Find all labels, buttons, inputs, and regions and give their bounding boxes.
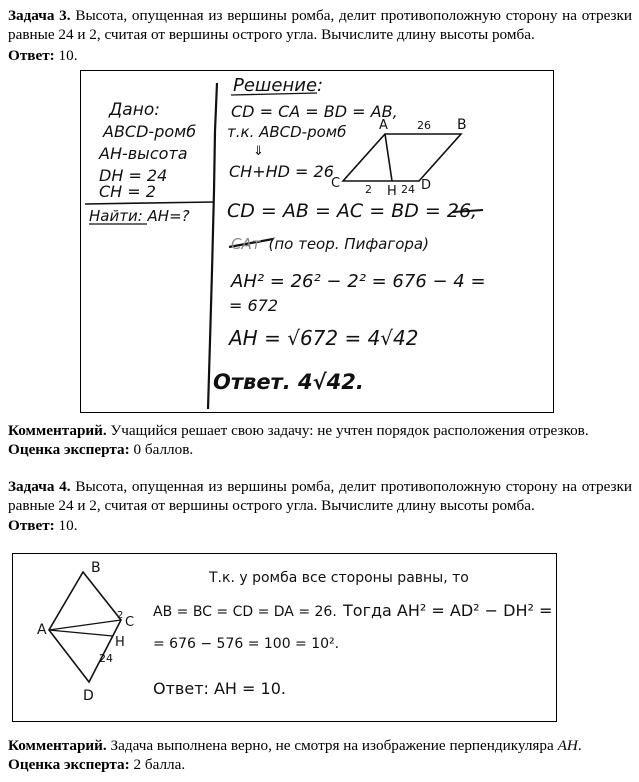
segment-hd-label-2: 24 [99, 652, 113, 665]
diagonal-ac-2 [49, 620, 121, 630]
task4-solution-drawing [13, 554, 556, 721]
task4-text: Высота, опущенная из вершины ромба, делит противоположную сторону на отрезки равные 24 и 2, считая от вершины острого угла. Вычислите длину высоты ромба. [8, 478, 633, 514]
task3-comment-label: Комментарий. [8, 422, 107, 439]
task4-line-1: Т.к. у ромба все стороны равны, то [209, 570, 469, 586]
vertex-h-label: H [387, 184, 397, 199]
arrow-down-icon: ⇓ [253, 144, 264, 159]
segment-ch-label: 2 [365, 183, 372, 196]
task4-score-value: 2 балла. [129, 756, 186, 773]
task4-score [8, 755, 185, 774]
task3-solution-drawing [81, 71, 553, 412]
vertex-c-label: C [331, 176, 341, 191]
solution-line-3: CH+HD = 26 [229, 162, 334, 181]
given-separator [85, 202, 214, 204]
task3-handwritten-solution [80, 70, 554, 413]
task3-answer-label: Ответ: [8, 47, 55, 64]
height-ah [385, 134, 392, 181]
task4-comment-label: Комментарий. [8, 737, 107, 754]
task3-answer-value: 10. [54, 47, 78, 64]
task3-text: Высота, опущенная из вершины ромба, делит противоположную сторону на отрезки равные 24 и 2, считая от вершины острого угла. Вычислите длину высоты ромба. [8, 7, 633, 43]
solution-line-4: CD = AB = AC = BD = 26, [227, 200, 478, 222]
solution-line-5: САт (по теор. Пифагора) [231, 235, 429, 253]
task4-answer [8, 516, 78, 535]
task4-line-5: Ответ: AH = 10. [153, 679, 286, 698]
task4-answer-label: Ответ: [8, 517, 55, 534]
task4-comment [8, 736, 582, 755]
segment-ch-label-2: 2 [117, 610, 124, 621]
solution-title: Решение: [233, 75, 324, 96]
solution-line-8: AH = √672 = 4√42 [229, 326, 419, 350]
side-ab-label: 26 [417, 119, 431, 132]
divider-line [208, 83, 217, 409]
task4-comment-end: . [577, 737, 582, 754]
solution-line-1: CD = CA = BD = AB, [231, 102, 398, 121]
vertex-d-label-2: D [83, 688, 94, 704]
task4-line-2: AB = BC = CD = DA = 26. [153, 604, 337, 620]
task3-label: Задача 3. [8, 7, 71, 24]
rhombus-outline-2 [49, 572, 124, 682]
task4-comment-italic: AH [557, 737, 578, 754]
task3-statement [8, 6, 632, 44]
task3-comment-text: Учащийся решает свою задачу: не учтен порядок расположения отрезков. [106, 422, 589, 439]
solution-line-6: AH² = 26² − 2² = 676 − 4 = [231, 271, 486, 292]
rhombus-outline [343, 134, 461, 181]
segment-hd-label: 24 [401, 183, 415, 196]
vertex-a-label-2: A [37, 622, 47, 638]
vertex-a-label: A [379, 118, 388, 133]
rhombus-figure [331, 117, 467, 199]
solution-line-7: = 672 [229, 296, 279, 315]
given-line-2: AH-высота [99, 144, 188, 163]
task4-statement [8, 477, 632, 515]
task4-label: Задача 4. [8, 478, 71, 495]
task3-score-label: Оценка эксперта: [8, 441, 130, 458]
task4-handwritten-solution [12, 553, 557, 722]
task3-score [8, 440, 193, 459]
vertex-b-label-2: B [91, 560, 101, 576]
vertex-h-label-2: H [115, 635, 125, 650]
given-line-3: DH = 24 [99, 166, 168, 185]
vertex-d-label: D [421, 178, 432, 193]
task4-answer-value: 10. [54, 517, 78, 534]
task3-comment [8, 421, 589, 440]
diagonal-ac [343, 134, 385, 181]
given-line-4: CH = 2 [99, 182, 156, 201]
task3-answer [8, 46, 78, 65]
task3-score-value: 0 баллов. [129, 441, 194, 458]
vertex-b-label: B [457, 117, 467, 133]
task4-comment-text: Задача выполнена верно, не смотря на изображение перпендикуляра [106, 737, 558, 754]
solution-answer: Ответ. 4√42. [213, 370, 364, 394]
given-line-1: ABCD-ромб [103, 122, 197, 141]
given-title: Дано: [109, 100, 160, 120]
find-line: Найти: AH=? [89, 207, 190, 225]
task4-line-3: Тогда AH² = AD² − DH² = [343, 601, 553, 620]
side-bd [419, 134, 461, 181]
height-ah-2 [49, 630, 113, 636]
task4-score-label: Оценка эксперта: [8, 756, 130, 773]
vertex-c-label-2: C [125, 615, 135, 630]
task4-line-4: = 676 − 576 = 100 = 10². [153, 636, 340, 652]
rhombus-figure-2 [37, 560, 134, 704]
solution-line-2: т.к. ABCD-ромб [227, 123, 347, 141]
